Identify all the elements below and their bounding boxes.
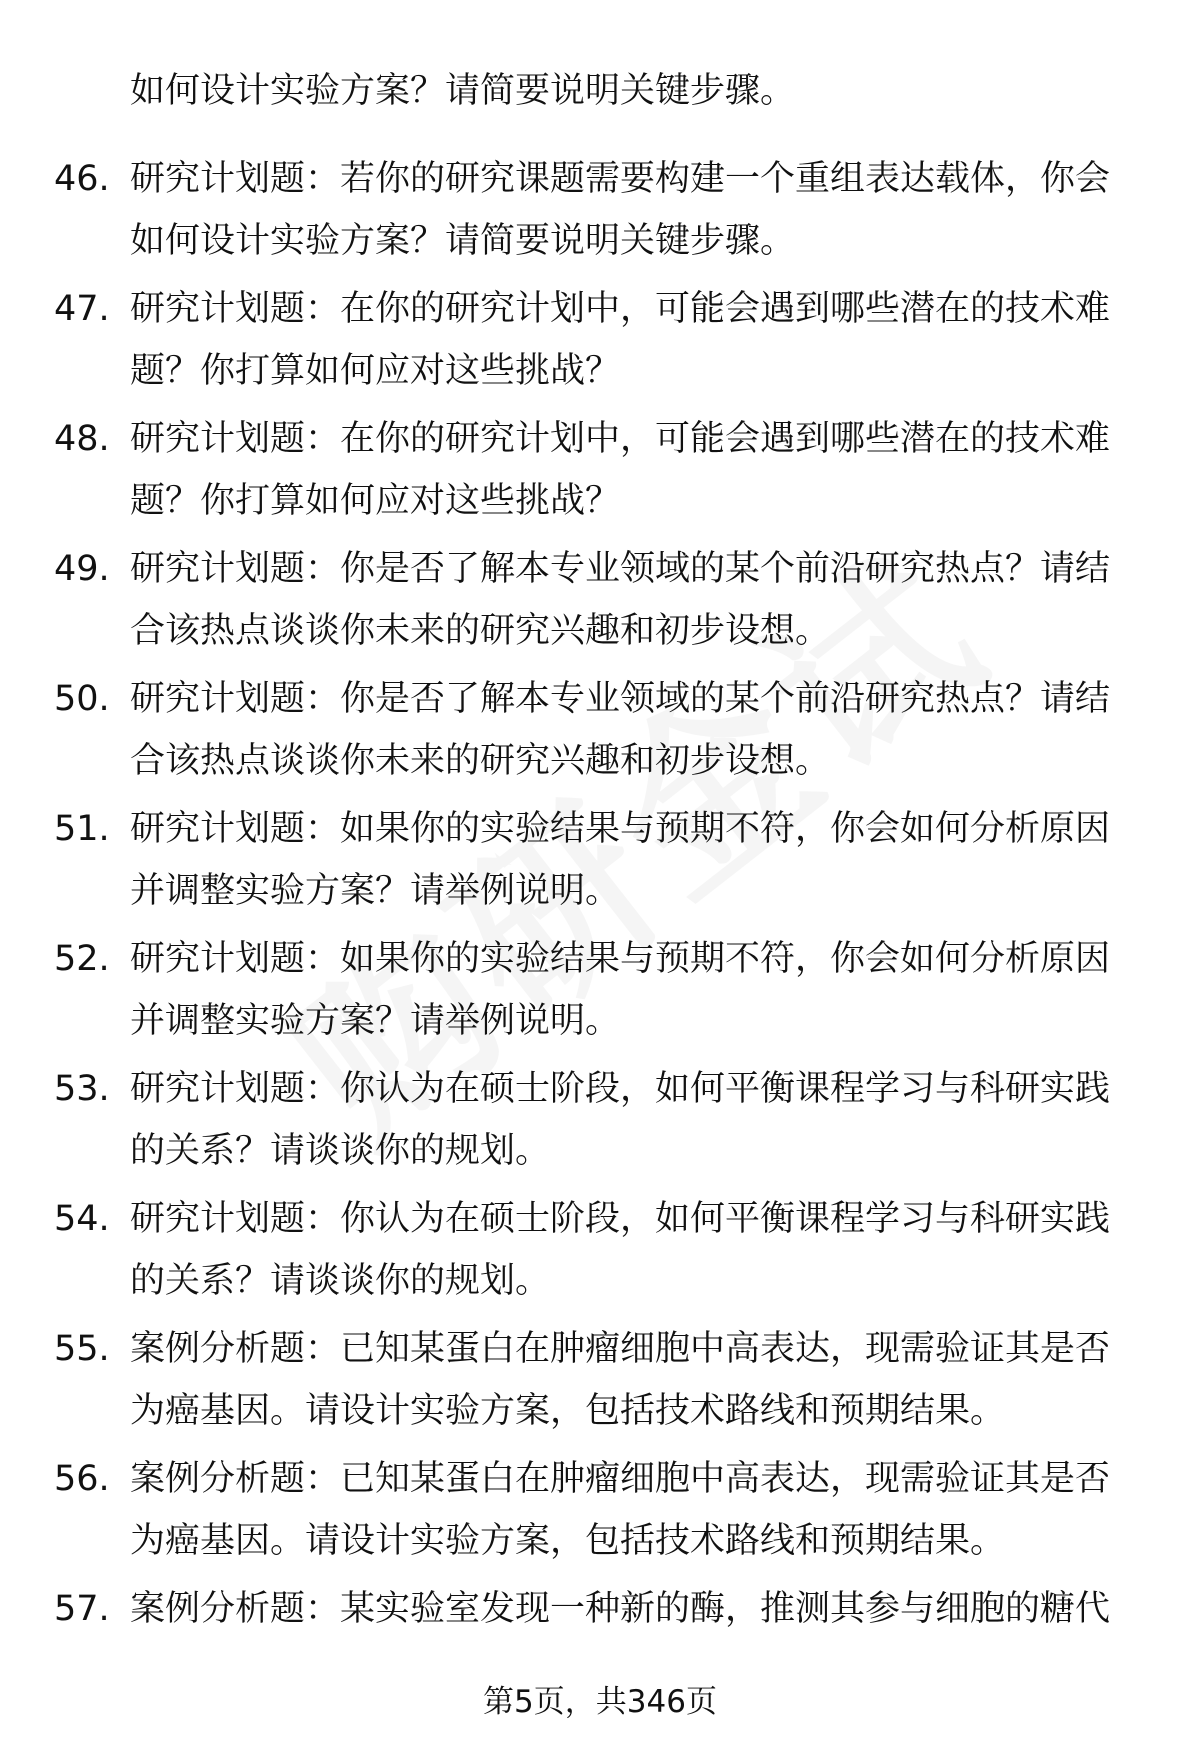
question-number: 56. — [54, 1459, 110, 1499]
page-footer: 第5页，共346页 — [483, 1684, 717, 1720]
question-number: 57. — [54, 1589, 110, 1629]
question-item — [0, 1318, 1200, 1448]
question-text: 研究计划题：你认为在硕士阶段，如何平衡课程学习与科研实践的关系？请谈谈你的规划。 — [130, 1069, 1111, 1171]
question-item — [0, 928, 1200, 1058]
question-text: 研究计划题：在你的研究计划中，可能会遇到哪些潜在的技术难题？你打算如何应对这些挑战？ — [130, 419, 1111, 521]
question-text: 研究计划题：你认为在硕士阶段，如何平衡课程学习与科研实践的关系？请谈谈你的规划。 — [130, 1199, 1111, 1301]
question-text: 案例分析题：已知某蛋白在肿瘤细胞中高表达，现需验证其是否为癌基因。请设计实验方案，包括技术路线和预期结果。 — [130, 1459, 1111, 1561]
question-number: 46. — [54, 159, 110, 199]
question-list — [0, 148, 1200, 1708]
question-item — [0, 148, 1200, 278]
question-item — [0, 1058, 1200, 1188]
question-item — [0, 1448, 1200, 1578]
question-number: 47. — [54, 289, 110, 329]
question-number: 55. — [54, 1329, 110, 1369]
question-text: 研究计划题：如果你的实验结果与预期不符，你会如何分析原因并调整实验方案？请举例说明。 — [130, 809, 1111, 911]
question-number: 52. — [54, 939, 110, 979]
question-text: 研究计划题：在你的研究计划中，可能会遇到哪些潜在的技术难题？你打算如何应对这些挑战？ — [130, 289, 1111, 391]
question-number: 50. — [54, 679, 110, 719]
question-text: 案例分析题：某实验室发现一种新的酶，推测其参与细胞的糖代 — [130, 1589, 1111, 1629]
question-item — [0, 1188, 1200, 1318]
question-item — [0, 408, 1200, 538]
continuation-text: 如何设计实验方案？请简要说明关键步骤。 — [130, 71, 796, 111]
question-item — [0, 278, 1200, 408]
question-number: 48. — [54, 419, 110, 459]
question-text: 研究计划题：若你的研究课题需要构建一个重组表达载体，你会如何设计实验方案？请简要说明关键步骤。 — [130, 159, 1111, 261]
question-number: 54. — [54, 1199, 110, 1239]
question-item — [0, 798, 1200, 928]
question-number: 53. — [54, 1069, 110, 1109]
question-text: 研究计划题：你是否了解本专业领域的某个前沿研究热点？请结合该热点谈谈你未来的研究兴趣和初步设想。 — [130, 679, 1111, 781]
question-number: 49. — [54, 549, 110, 589]
question-text: 研究计划题：如果你的实验结果与预期不符，你会如何分析原因并调整实验方案？请举例说明。 — [130, 939, 1111, 1041]
question-item — [0, 668, 1200, 798]
question-text: 案例分析题：已知某蛋白在肿瘤细胞中高表达，现需验证其是否为癌基因。请设计实验方案，包括技术路线和预期结果。 — [130, 1329, 1111, 1431]
question-number: 51. — [54, 809, 110, 849]
question-item — [0, 538, 1200, 668]
question-text: 研究计划题：你是否了解本专业领域的某个前沿研究热点？请结合该热点谈谈你未来的研究兴趣和初步设想。 — [130, 549, 1111, 651]
